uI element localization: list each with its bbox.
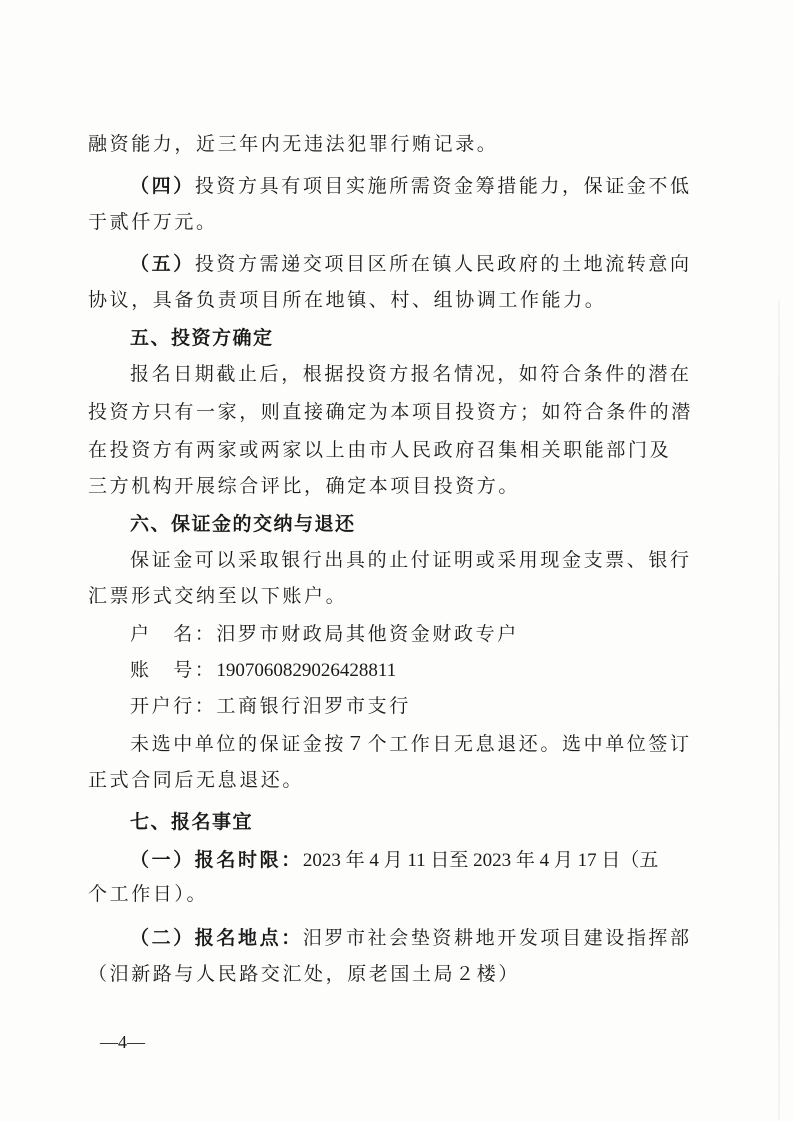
bank-row [130,692,750,720]
text-span: 汨罗市社会垫资耕地开发项目建设指挥部 [302,927,692,949]
account-number-label: 账 号： [130,659,217,681]
paragraph-line [88,880,708,908]
text-span: 报名日期截止后，根据投资方报名情况，如符合条件的潜在 [130,363,692,385]
account-name-label: 户 名： [130,623,217,645]
heading-text: 六、保证金的交纳与退还 [130,513,356,535]
text-span: 个工作日）。 [88,883,209,905]
text-span: 2023 年 4 月 11 日至 2023 年 4 月 17 日（五 [302,850,659,871]
account-number-row [130,656,750,685]
text-span: 未选中单位的保证金按７个工作日无息退还。选中单位签订 [130,733,692,755]
paragraph-line [88,960,708,988]
text-span: 汇票形式交纳至以下账户。 [88,585,348,607]
paragraph-line [88,766,708,794]
section-heading [130,510,750,538]
paragraph-line [130,730,750,758]
paragraph-line [130,546,750,574]
heading-text: 五、投资方确定 [130,327,274,349]
text-span: 投资方需递交项目区所在镇人民政府的土地流转意向 [194,253,692,275]
paragraph-line [130,250,750,278]
text-span: 投资方具有项目实施所需资金筹措能力，保证金不低 [194,175,692,197]
paragraph-line [130,360,750,388]
paragraph-line [88,286,708,314]
page-number: —4— [100,1032,145,1052]
paragraph-line [88,472,708,500]
bank-value: 工商银行汨罗市支行 [216,695,411,717]
item-marker: （四） [130,175,195,197]
account-number-value: 1907060829026428811 [216,660,397,681]
paragraph-line [130,846,750,875]
text-span: 在投资方有两家或两家以上由市人民政府召集相关职能部门及 [88,439,672,461]
section-heading [130,324,750,352]
paragraph-line [130,172,750,200]
bank-label: 开户行： [130,695,217,717]
text-span: 保证金可以采取银行出具的止付证明或采用现金支票、银行 [130,549,692,571]
section-heading [130,808,750,836]
text-span: 协议，具备负责项目所在地镇、村、组协调工作能力。 [88,289,607,311]
paragraph-line [88,582,708,610]
account-name-row [130,620,750,648]
paragraph-line [88,398,708,426]
scan-edge-decoration [778,300,780,1120]
item-marker: （二）报名地点： [130,927,303,949]
text-span: 正式合同后无息退还。 [88,769,305,791]
text-span: 于贰仟万元。 [88,211,218,233]
paragraph-line [130,924,750,952]
text-span: 融资能力，近三年内无违法犯罪行贿记录。 [88,133,499,155]
text-span: （汨新路与人民路交汇处，原老国土局２楼） [88,963,521,985]
paragraph-line [88,130,708,158]
item-marker: （五） [130,253,195,275]
item-marker: （一）报名时限： [130,849,303,871]
text-span: 投资方只有一家，则直接确定为本项目投资方；如符合条件的潜 [88,401,693,423]
text-span: 三方机构开展综合评比，确定本项目投资方。 [88,475,521,497]
paragraph-line [88,436,708,464]
heading-text: 七、报名事宜 [130,811,254,833]
account-name-value: 汨罗市财政局其他资金财政专户 [216,623,519,645]
paragraph-line [88,208,708,236]
